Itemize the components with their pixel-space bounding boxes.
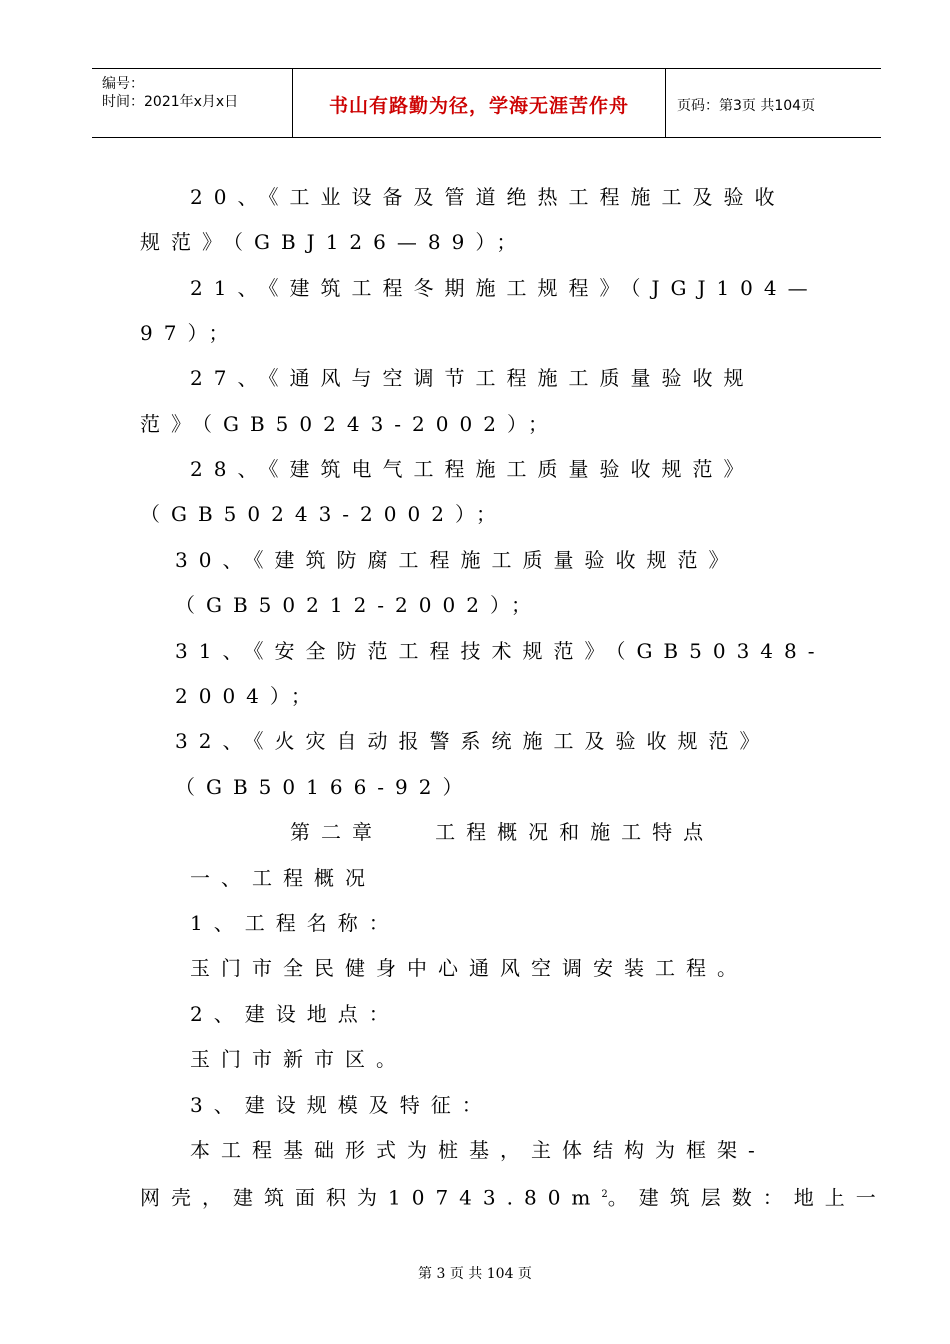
text-line: 1、工程名称： xyxy=(190,911,400,935)
chapter-heading: 第二章 工程概况和施工特点 xyxy=(290,820,715,844)
text-line: （GB50243-2002）； xyxy=(140,502,507,526)
area-text: 网壳，建筑面积为10743.80m xyxy=(140,1185,602,1210)
header-meta-cell xyxy=(92,69,292,137)
text-line: 玉门市新市区。 xyxy=(190,1047,407,1071)
text-line: 27、《通风与空调节工程施工质量验收规 xyxy=(190,366,755,390)
text-line: 本工程基础形式为桩基，主体结构为框架- xyxy=(190,1138,766,1162)
text-line: 31、《安全防范工程技术规范》（GB50348- xyxy=(175,639,826,663)
floors-text: 。建筑层数：地上一 xyxy=(607,1185,887,1210)
page-header xyxy=(92,68,881,138)
text-line xyxy=(140,1182,887,1211)
text-line: 97）； xyxy=(140,321,240,345)
document-number-label: 编号： xyxy=(102,76,144,92)
text-line: （GB50212-2002）； xyxy=(175,593,542,617)
document-time-label: 时间：2021年x月x日 xyxy=(102,94,239,110)
text-line: 20、《工业设备及管道绝热工程施工及验收 xyxy=(190,185,786,209)
page-code-label: 页码：第3页 共104页 xyxy=(677,98,816,114)
header-motto-cell xyxy=(292,69,666,137)
text-line: 21、《建筑工程冬期施工规程》（JGJ104— xyxy=(190,276,819,300)
text-line: 3、建设规模及特征： xyxy=(190,1093,493,1117)
section-heading: 一、工程概况 xyxy=(190,866,376,890)
text-line: 规范》（GBJ126—89）； xyxy=(140,230,528,254)
text-line: 32、《火灾自动报警系统施工及验收规范》 xyxy=(175,729,771,753)
area-superscript: 2 xyxy=(601,1189,608,1200)
text-line: 2、建设地点： xyxy=(190,1002,400,1026)
text-line: 玉门市全民健身中心通风空调安装工程。 xyxy=(190,956,748,980)
text-line: （GB50166-92） xyxy=(175,775,474,799)
text-line: 30、《建筑防腐工程施工质量验收规范》 xyxy=(175,548,740,572)
text-line: 2004）； xyxy=(175,684,322,708)
text-line: 28、《建筑电气工程施工质量验收规范》 xyxy=(190,457,755,481)
page-footer: 第 3 页 共 104 页 xyxy=(418,1266,532,1282)
text-line: 范》（GB50243-2002）； xyxy=(140,412,559,436)
header-page-cell xyxy=(665,69,881,137)
motto-text: 书山有路勤为径，学海无涯苦作舟 xyxy=(328,95,629,117)
